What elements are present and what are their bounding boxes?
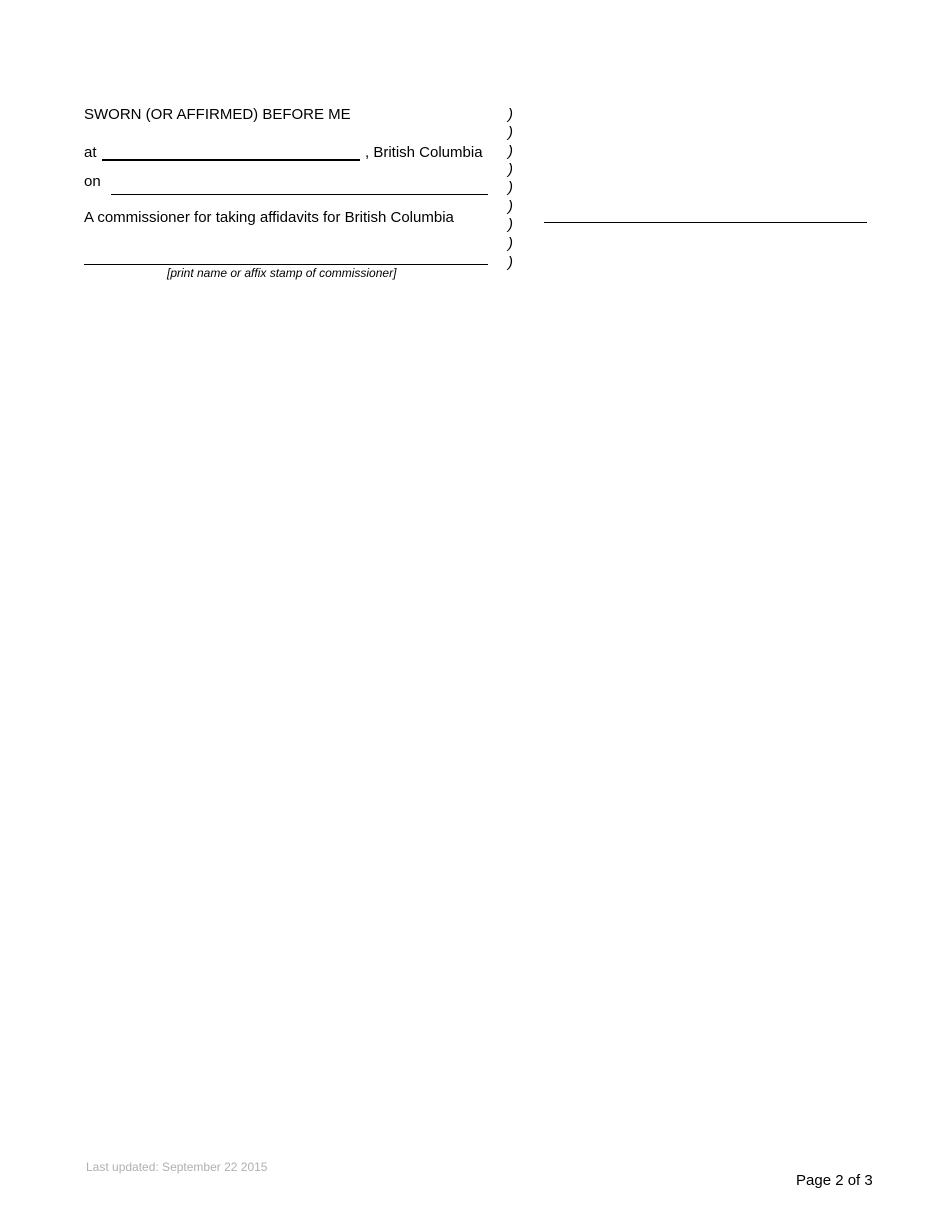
bracket-mark: ) (508, 124, 513, 141)
bracket-mark: ) (508, 235, 513, 252)
on-label: on (84, 173, 101, 190)
bracket-mark: ) (508, 106, 513, 123)
jurat-heading: SWORN (OR AFFIRMED) BEFORE ME (84, 106, 351, 123)
deponent-signature-field[interactable] (544, 204, 867, 222)
date-field-underline (111, 194, 488, 195)
commissioner-name-field[interactable] (84, 246, 488, 264)
place-field[interactable] (102, 142, 360, 160)
last-updated-text: Last updated: September 22 2015 (86, 1160, 268, 1174)
bracket-mark: ) (508, 216, 513, 233)
place-suffix: , British Columbia (365, 144, 483, 161)
date-field[interactable] (111, 176, 488, 194)
bracket-mark: ) (508, 143, 513, 160)
commissioner-caption: [print name or affix stamp of commissioner] (167, 266, 397, 280)
bracket-mark: ) (508, 161, 513, 178)
page-number: Page 2 of 3 (796, 1172, 873, 1189)
commissioner-title: A commissioner for taking affidavits for British Columbia (84, 209, 454, 226)
place-field-underline (102, 159, 360, 161)
bracket-mark: ) (508, 198, 513, 215)
bracket-mark: ) (508, 254, 513, 271)
deponent-signature-underline (544, 222, 867, 223)
commissioner-name-underline (84, 264, 488, 265)
bracket-mark: ) (508, 179, 513, 196)
at-label: at (84, 144, 97, 161)
